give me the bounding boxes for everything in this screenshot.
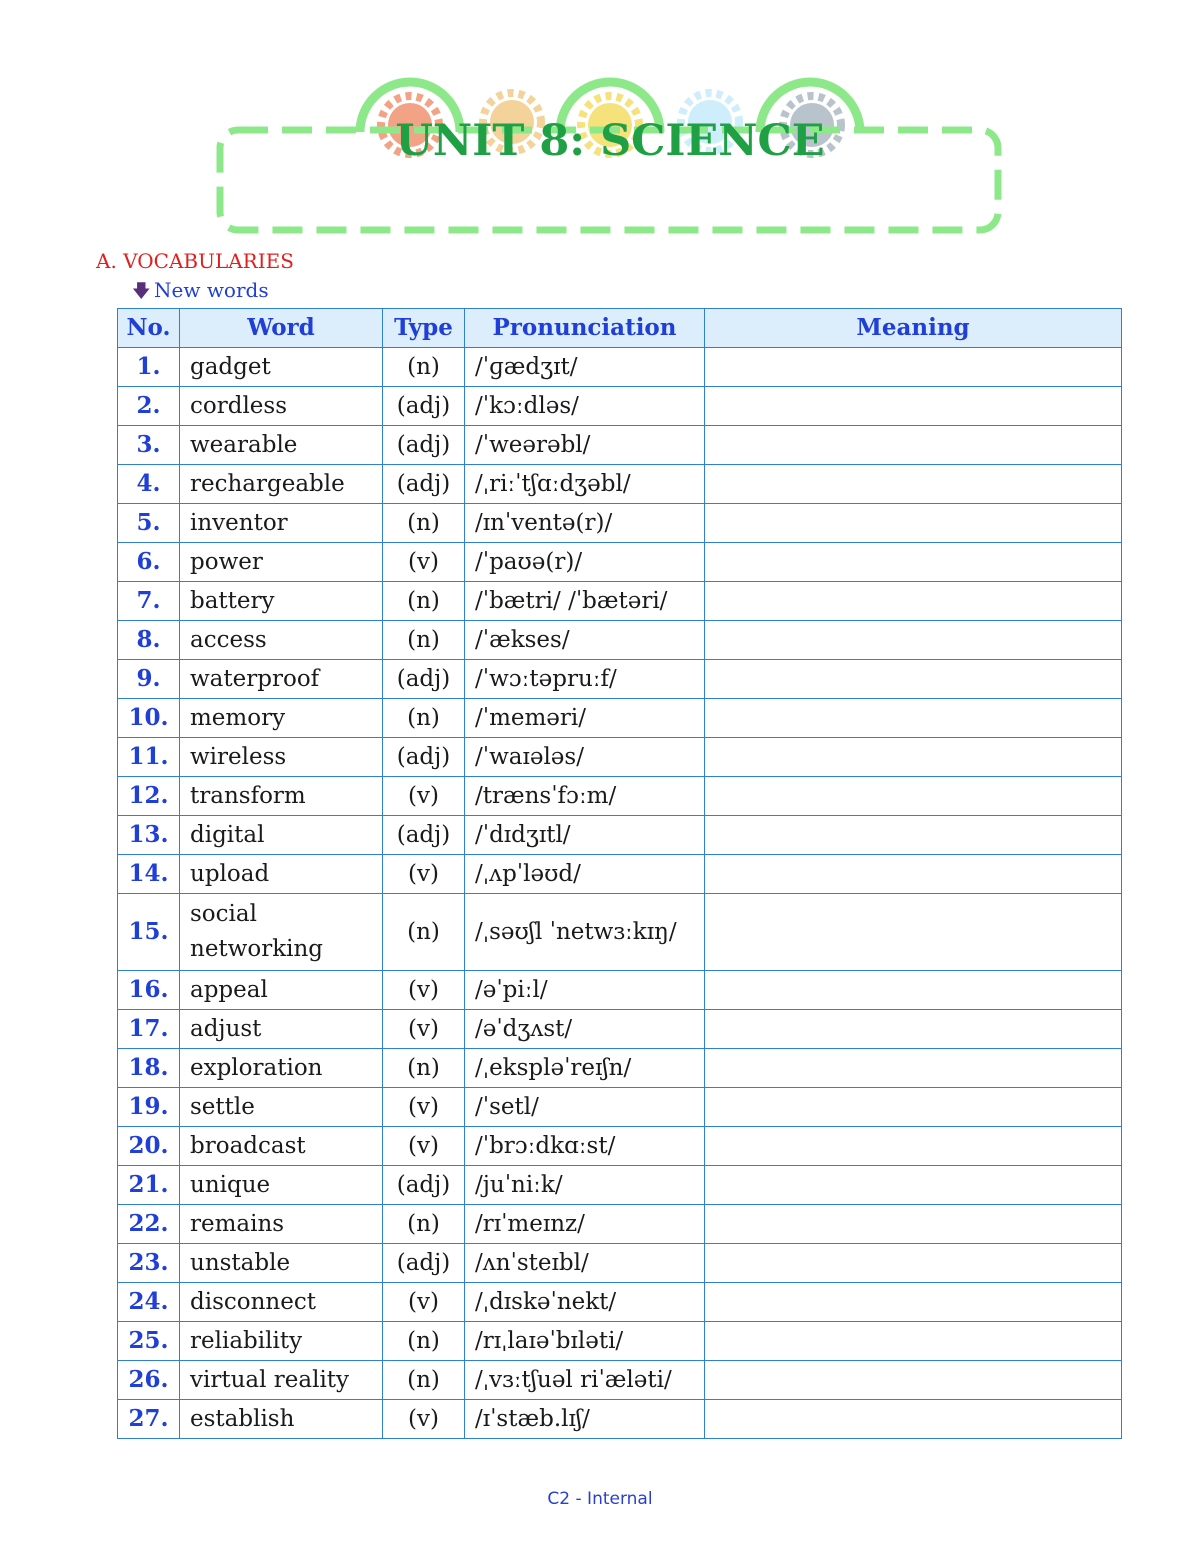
cell-no: 20. [118, 1127, 180, 1166]
cell-meaning [705, 543, 1122, 582]
cell-type: (adj) [383, 660, 465, 699]
cell-word: unstable [180, 1244, 383, 1283]
cell-pron: /ˈbrɔːdkɑːst/ [465, 1127, 705, 1166]
cell-meaning [705, 1166, 1122, 1205]
table-row [118, 465, 1122, 504]
cell-meaning [705, 1205, 1122, 1244]
column-header: Pronunciation [465, 309, 705, 348]
table-body [118, 348, 1122, 1439]
cell-type: (v) [383, 971, 465, 1010]
cell-no: 6. [118, 543, 180, 582]
cell-type: (n) [383, 1322, 465, 1361]
cell-pron: /ˌriːˈtʃɑːdʒəbl/ [465, 465, 705, 504]
table-row [118, 504, 1122, 543]
table-row [118, 1361, 1122, 1400]
subheading [132, 278, 269, 309]
table-row [118, 855, 1122, 894]
cell-no: 14. [118, 855, 180, 894]
cell-no: 25. [118, 1322, 180, 1361]
cell-no: 15. [118, 894, 180, 971]
cell-type: (v) [383, 1088, 465, 1127]
table-row [118, 543, 1122, 582]
cell-meaning [705, 738, 1122, 777]
table-row [118, 621, 1122, 660]
table-row [118, 699, 1122, 738]
cell-meaning [705, 1049, 1122, 1088]
cell-word: wearable [180, 426, 383, 465]
cell-pron: /əˈpiːl/ [465, 971, 705, 1010]
cell-type: (v) [383, 543, 465, 582]
cell-type: (adj) [383, 816, 465, 855]
cell-type: (n) [383, 504, 465, 543]
subheading-label: New words [154, 278, 269, 302]
cell-no: 5. [118, 504, 180, 543]
cell-type: (v) [383, 1127, 465, 1166]
cell-word: reliability [180, 1322, 383, 1361]
down-arrow-icon: 🡇 [132, 281, 151, 302]
cell-word: adjust [180, 1010, 383, 1049]
cell-type: (n) [383, 894, 465, 971]
cell-word: unique [180, 1166, 383, 1205]
cell-pron: /ˈwɔːtəpruːf/ [465, 660, 705, 699]
table-row [118, 1049, 1122, 1088]
table-header-row [118, 309, 1122, 348]
cell-word: digital [180, 816, 383, 855]
cell-pron: /ˈweərəbl/ [465, 426, 705, 465]
cell-type: (v) [383, 855, 465, 894]
cell-word: rechargeable [180, 465, 383, 504]
cell-type: (n) [383, 348, 465, 387]
table-row [118, 1205, 1122, 1244]
cell-pron: /ˈdɪdʒɪtl/ [465, 816, 705, 855]
cell-word: settle [180, 1088, 383, 1127]
cell-meaning [705, 777, 1122, 816]
table-row [118, 971, 1122, 1010]
cell-pron: /ˌsəʊʃl ˈnetwɜːkɪŋ/ [465, 894, 705, 971]
cell-word: virtual reality [180, 1361, 383, 1400]
cell-word: exploration [180, 1049, 383, 1088]
cell-pron: /rɪˈmeɪnz/ [465, 1205, 705, 1244]
cell-type: (n) [383, 582, 465, 621]
cell-type: (n) [383, 621, 465, 660]
cell-pron: /ˌekspləˈreɪʃn/ [465, 1049, 705, 1088]
vocabulary-table [117, 308, 1122, 1439]
table-row [118, 1283, 1122, 1322]
cell-no: 22. [118, 1205, 180, 1244]
cell-meaning [705, 1010, 1122, 1049]
cell-pron: /juˈniːk/ [465, 1166, 705, 1205]
cell-meaning [705, 621, 1122, 660]
cell-type: (adj) [383, 738, 465, 777]
table-row [118, 1400, 1122, 1439]
cell-word: access [180, 621, 383, 660]
cell-no: 17. [118, 1010, 180, 1049]
cell-meaning [705, 1127, 1122, 1166]
cell-meaning [705, 894, 1122, 971]
cell-type: (v) [383, 1010, 465, 1049]
cell-word: broadcast [180, 1127, 383, 1166]
cell-no: 10. [118, 699, 180, 738]
cell-type: (v) [383, 1400, 465, 1439]
table-row [118, 660, 1122, 699]
cell-no: 18. [118, 1049, 180, 1088]
cell-no: 7. [118, 582, 180, 621]
cell-no: 24. [118, 1283, 180, 1322]
cell-pron: /ˌvɜːtʃuəl riˈæləti/ [465, 1361, 705, 1400]
cell-word: disconnect [180, 1283, 383, 1322]
cell-meaning [705, 1244, 1122, 1283]
table-row [118, 348, 1122, 387]
cell-pron: /ˌʌpˈləʊd/ [465, 855, 705, 894]
cell-no: 12. [118, 777, 180, 816]
table-row [118, 738, 1122, 777]
cell-meaning [705, 1400, 1122, 1439]
cell-type: (v) [383, 777, 465, 816]
cell-meaning [705, 465, 1122, 504]
cell-type: (n) [383, 699, 465, 738]
cell-type: (adj) [383, 387, 465, 426]
cell-meaning [705, 660, 1122, 699]
cell-word: gadget [180, 348, 383, 387]
cell-meaning [705, 387, 1122, 426]
cell-no: 16. [118, 971, 180, 1010]
table-row [118, 1010, 1122, 1049]
cell-word: waterproof [180, 660, 383, 699]
cell-pron: /əˈdʒʌst/ [465, 1010, 705, 1049]
cell-no: 8. [118, 621, 180, 660]
cell-word: wireless [180, 738, 383, 777]
cell-no: 4. [118, 465, 180, 504]
column-header: Meaning [705, 309, 1122, 348]
cell-type: (adj) [383, 426, 465, 465]
cell-meaning [705, 582, 1122, 621]
cell-no: 27. [118, 1400, 180, 1439]
cell-pron: /ˈwaɪələs/ [465, 738, 705, 777]
cell-pron: /ˈɡædʒɪt/ [465, 348, 705, 387]
cell-pron: /ˈbætri/ /ˈbætəri/ [465, 582, 705, 621]
cell-meaning [705, 426, 1122, 465]
cell-word: cordless [180, 387, 383, 426]
cell-meaning [705, 1283, 1122, 1322]
cell-type: (n) [383, 1205, 465, 1244]
cell-no: 11. [118, 738, 180, 777]
cell-no: 21. [118, 1166, 180, 1205]
cell-word: establish [180, 1400, 383, 1439]
cell-meaning [705, 1322, 1122, 1361]
table-row [118, 894, 1122, 971]
cell-meaning [705, 971, 1122, 1010]
cell-pron: /ɪnˈventə(r)/ [465, 504, 705, 543]
cell-meaning [705, 816, 1122, 855]
cell-word: memory [180, 699, 383, 738]
table-row [118, 1322, 1122, 1361]
table-row [118, 816, 1122, 855]
cell-pron: /ˌdɪskəˈnekt/ [465, 1283, 705, 1322]
column-header: No. [118, 309, 180, 348]
cell-pron: /ˈkɔːdləs/ [465, 387, 705, 426]
cell-meaning [705, 1088, 1122, 1127]
title-banner [200, 70, 1020, 250]
cell-no: 26. [118, 1361, 180, 1400]
cell-type: (n) [383, 1049, 465, 1088]
cell-meaning [705, 1361, 1122, 1400]
column-header: Word [180, 309, 383, 348]
cell-no: 19. [118, 1088, 180, 1127]
column-header: Type [383, 309, 465, 348]
table-row [118, 426, 1122, 465]
cell-no: 1. [118, 348, 180, 387]
cell-word: battery [180, 582, 383, 621]
cell-pron: /trænsˈfɔːm/ [465, 777, 705, 816]
table-row [118, 1127, 1122, 1166]
cell-no: 3. [118, 426, 180, 465]
cell-word: inventor [180, 504, 383, 543]
cell-pron: /ˈækses/ [465, 621, 705, 660]
table-row [118, 777, 1122, 816]
cell-pron: /ʌnˈsteɪbl/ [465, 1244, 705, 1283]
cell-no: 9. [118, 660, 180, 699]
cell-word: upload [180, 855, 383, 894]
unit-title: UNIT 8: SCIENCE [395, 116, 825, 166]
cell-pron: /ˈsetl/ [465, 1088, 705, 1127]
table-row [118, 1166, 1122, 1205]
cell-no: 23. [118, 1244, 180, 1283]
cell-type: (v) [383, 1283, 465, 1322]
cell-type: (n) [383, 1361, 465, 1400]
cell-pron: /ˈpaʊə(r)/ [465, 543, 705, 582]
cell-meaning [705, 699, 1122, 738]
cell-pron: /rɪˌlaɪəˈbɪləti/ [465, 1322, 705, 1361]
table-row [118, 387, 1122, 426]
table-row [118, 582, 1122, 621]
footer-label: C2 - Internal [547, 1489, 653, 1509]
cell-meaning [705, 504, 1122, 543]
cell-word: appeal [180, 971, 383, 1010]
cell-meaning [705, 855, 1122, 894]
cell-no: 2. [118, 387, 180, 426]
section-heading: A. VOCABULARIES [96, 249, 294, 273]
cell-word: remains [180, 1205, 383, 1244]
cell-word: social networking [180, 894, 383, 971]
cell-meaning [705, 348, 1122, 387]
cell-type: (adj) [383, 1166, 465, 1205]
cell-word: power [180, 543, 383, 582]
cell-pron: /ɪˈstæb.lɪʃ/ [465, 1400, 705, 1439]
cell-pron: /ˈmeməri/ [465, 699, 705, 738]
cell-type: (adj) [383, 1244, 465, 1283]
cell-no: 13. [118, 816, 180, 855]
cell-word: transform [180, 777, 383, 816]
cell-type: (adj) [383, 465, 465, 504]
table-row [118, 1244, 1122, 1283]
table-row [118, 1088, 1122, 1127]
